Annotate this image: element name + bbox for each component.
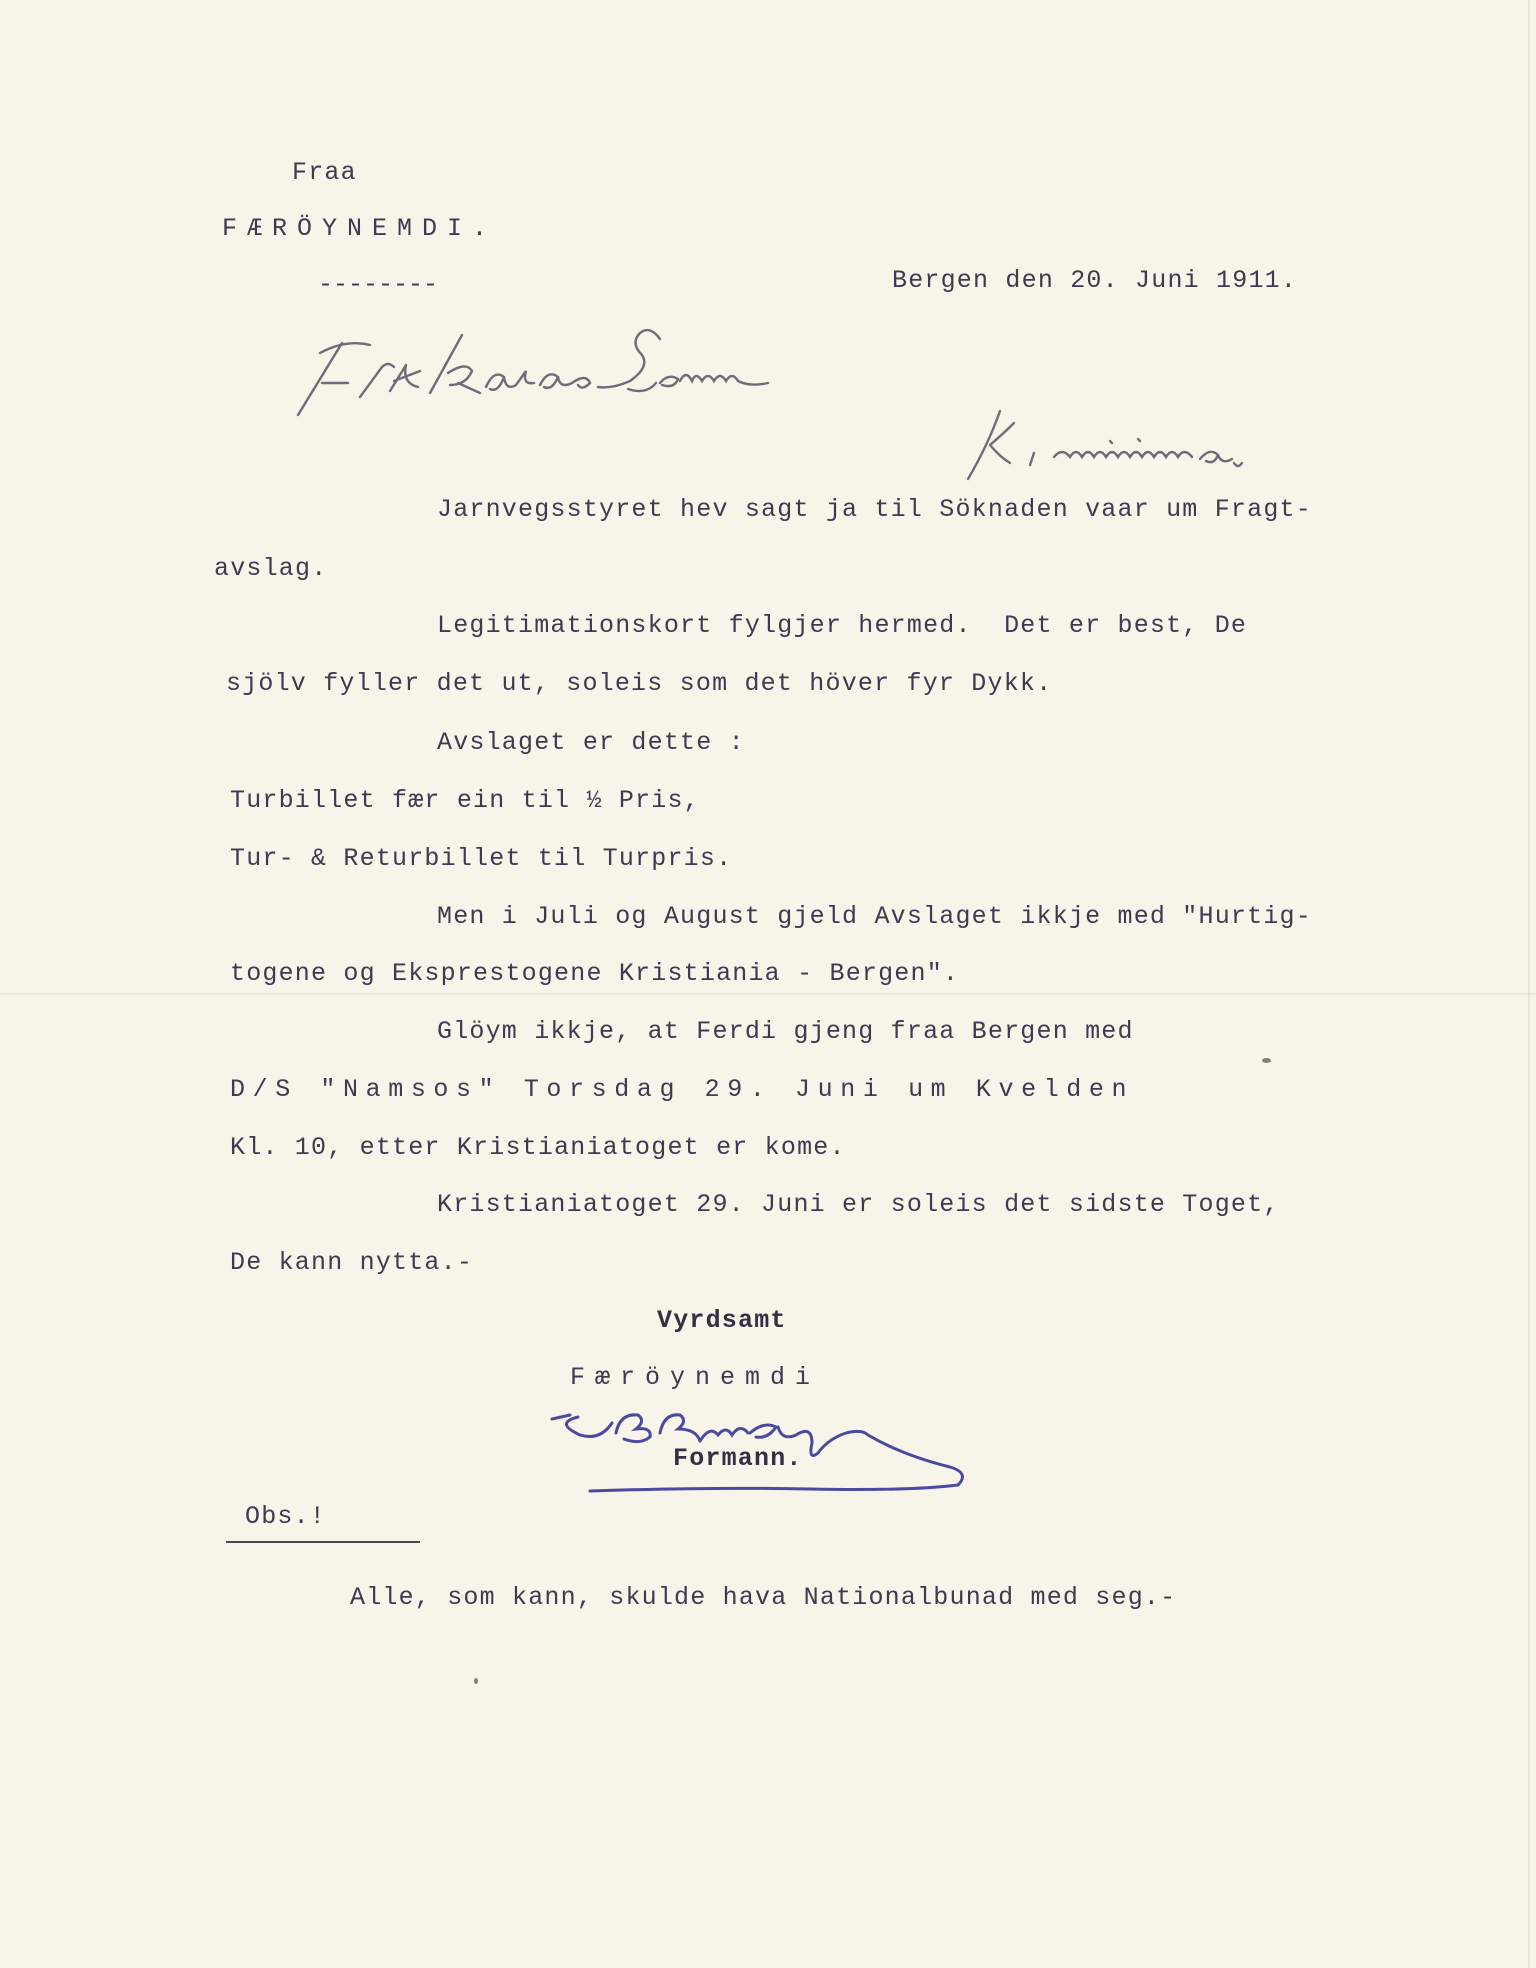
- postscript-label: Obs.!: [245, 1502, 327, 1531]
- postscript-rule: [226, 1541, 420, 1543]
- svg-text:E. Bruaas: E. Bruaas: [550, 1395, 556, 1396]
- body-line-6: Turbillet fær ein til ½ Pris,: [230, 786, 700, 815]
- body-line-2: avslag.: [214, 554, 328, 583]
- body-line-5: Avslaget er dette :: [437, 728, 745, 757]
- body-line-9: togene og Eksprestogene Kristiania - Bergen".: [230, 959, 960, 988]
- body-line-3: Legitimationskort fylgjer hermed. Det er best, De: [437, 611, 1248, 640]
- body-line-4: sjölv fyller det ut, soleis som det höver fyr Dykk.: [226, 669, 1053, 698]
- sender-underline: --------: [318, 270, 439, 299]
- fold-crease-edge: [1528, 0, 1530, 1968]
- body-line-14: De kann nytta.-: [230, 1248, 474, 1277]
- body-line-12: Kl. 10, etter Kristianiatoget er kome.: [230, 1133, 846, 1162]
- handwritten-addressee: [290, 325, 870, 425]
- signatory-title: Formann.: [673, 1444, 803, 1473]
- svg-text:Frk Klara Sem: Frk Klara Sem: [290, 325, 298, 326]
- closing: Vyrdsamt: [657, 1306, 787, 1335]
- body-line-10: Glöym ikkje, at Ferdi gjeng fraa Bergen med: [437, 1017, 1134, 1046]
- body-line-1: Jarnvegsstyret hev sagt ja til Söknaden vaar um Fragt-: [437, 495, 1312, 524]
- sender-prefix: Fraa: [292, 158, 357, 187]
- letter-date: Bergen den 20. Juni 1911.: [892, 266, 1298, 295]
- body-line-8: Men i Juli og August gjeld Avslaget ikkje med "Hurtig-: [437, 902, 1312, 931]
- signatory-org: Færöynemdi: [570, 1363, 821, 1392]
- paper-speck: [474, 1678, 478, 1684]
- body-line-11: D/S "Namsos" Torsdag 29. Juni um Kvelden: [230, 1075, 1135, 1104]
- fold-crease: [0, 993, 1536, 995]
- sender-name: FÆRÖYNEMDI.: [222, 214, 498, 243]
- paper-speck: [1262, 1058, 1271, 1063]
- body-line-7: Tur- & Returbillet til Turpris.: [230, 844, 733, 873]
- handwritten-place: [960, 405, 1290, 485]
- svg-text:Kriania: Kriania: [960, 405, 965, 406]
- postscript-text: Alle, som kann, skulde hava Nationalbunad med seg.-: [350, 1583, 1177, 1612]
- body-line-13: Kristianiatoget 29. Juni er soleis det sidste Toget,: [437, 1190, 1280, 1219]
